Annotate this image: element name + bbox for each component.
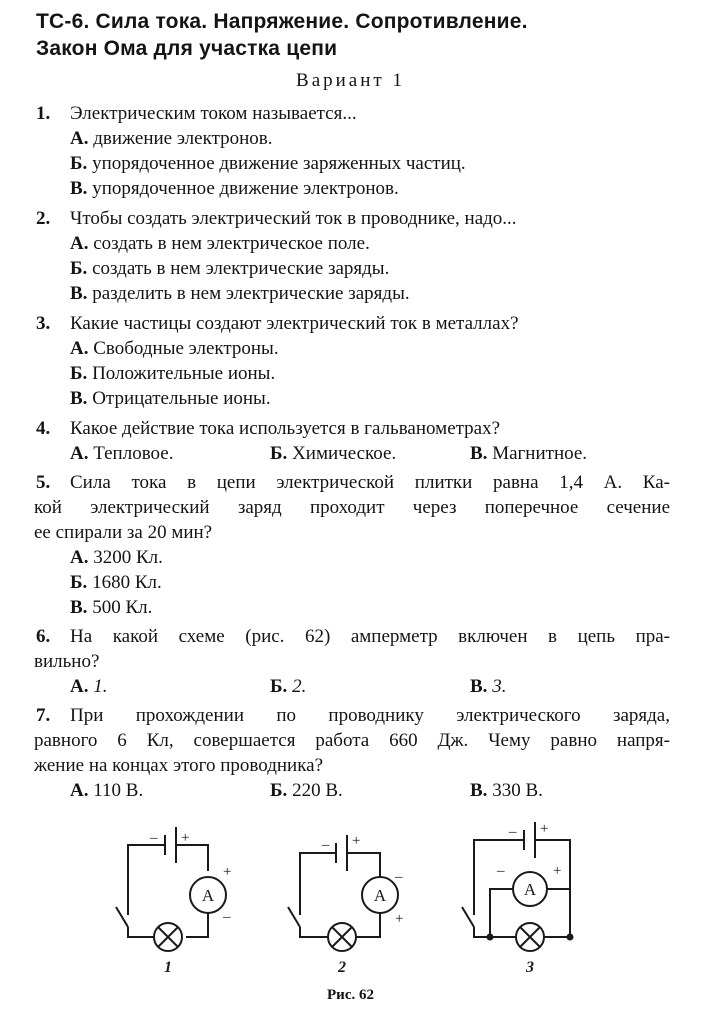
circuit-figure (0, 815, 701, 1015)
answer-option-b: Б. 2. (270, 676, 307, 697)
wire (347, 853, 380, 877)
wire (128, 927, 154, 937)
circuit-number: 3 (526, 959, 534, 976)
answer-option-a: А. Свободные электроны. (70, 338, 279, 359)
answer-option-c: В. Магнитное. (470, 443, 588, 464)
circuit-diagram-2 (288, 833, 403, 976)
wire (300, 927, 328, 937)
ammeter-minus-sign: – (497, 863, 505, 879)
question-number: 7. (36, 705, 51, 726)
circuit-number: 1 (164, 959, 172, 976)
answer-option-b: Б. Положительные ионы. (70, 363, 276, 384)
worksheet-title (36, 8, 528, 62)
answer-option-b: Б. создать в нем электрические заряды. (70, 258, 390, 279)
answer-option-a: А. Тепловое. (70, 443, 174, 464)
ammeter-minus-sign: – (395, 869, 403, 885)
answer-option-b: Б. 1680 Кл. (70, 572, 162, 593)
question-number: 6. (36, 626, 51, 647)
circuit-number: 2 (338, 959, 346, 976)
ammeter-label: A (373, 886, 387, 905)
variant-heading: Вариант 1 (296, 70, 405, 91)
answer-option-b: Б. 220 В. (270, 780, 343, 801)
lamp-icon (520, 927, 540, 947)
question-number: 5. (36, 472, 51, 493)
question-number: 3. (36, 313, 51, 334)
ammeter-label: A (523, 880, 537, 899)
question-text: Какое действие тока используется в гальванометрах? (70, 418, 501, 439)
figure-caption: Рис. 62 (327, 987, 374, 1003)
wire (490, 889, 513, 937)
wire (128, 845, 165, 915)
answer-option-a: А. 110 В. (70, 780, 144, 801)
answer-option-c: В. разделить в нем электрические заряды. (70, 283, 410, 304)
answer-option-c: В. 3. (470, 676, 507, 697)
wire (176, 845, 208, 871)
circuit-diagram-3 (462, 821, 573, 976)
wire (300, 853, 336, 915)
answer-option-a: А. создать в нем электрическое поле. (70, 233, 370, 254)
lamp-icon (332, 927, 352, 947)
battery-minus-sign: – (322, 837, 330, 853)
answer-option-b: Б. упорядоченное движение заряженных частиц. (70, 153, 466, 174)
answer-option-c: В. Отрицательные ионы. (70, 388, 271, 409)
junction-dot (488, 935, 493, 940)
question-text: При прохождении по проводнику электрического заряда, равного 6 Кл, совершается работа 660 Дж. Чему равно напря- жение на концах этого проводника? (34, 705, 670, 776)
question-text: Сила тока в цепи электрической плитки равна 1,4 А. Ка- кой электрический заряд проходит через поперечное сечение ее спирали за 20 мин? (34, 472, 670, 543)
ammeter-plus-sign: + (553, 863, 562, 879)
battery-minus-sign: – (509, 824, 517, 840)
battery-plus-sign: + (540, 821, 549, 837)
wire (356, 913, 380, 937)
question-text: На какой схеме (рис. 62) амперметр включен в цепь пра- вильно? (34, 626, 670, 672)
ammeter-minus-sign: – (223, 909, 231, 925)
answer-option-b: Б. Химическое. (270, 443, 397, 464)
answer-option-c: В. 500 Кл. (70, 597, 153, 618)
ammeter-label: A (201, 886, 215, 905)
junction-dot (568, 935, 573, 940)
battery-minus-sign: – (150, 830, 158, 846)
answer-option-c: В. 330 В. (470, 780, 543, 801)
question-number: 2. (36, 208, 51, 229)
question-number: 4. (36, 418, 51, 439)
title-line-1: ТС-6. Сила тока. Напряжение. Сопротивление. (36, 10, 528, 33)
switch-icon (116, 907, 128, 927)
ammeter-plus-sign: + (395, 911, 404, 927)
battery-plus-sign: + (352, 833, 361, 849)
title-line-2: Закон Ома для участка цепи (36, 37, 338, 60)
answer-option-a: А. движение электронов. (70, 128, 273, 149)
question-text: Электрическим током называется... (70, 103, 357, 124)
question-text: Чтобы создать электрический ток в проводнике, надо... (70, 208, 517, 229)
answer-option-a: А. 1. (70, 676, 108, 697)
lamp-icon (158, 927, 178, 947)
switch-icon (288, 907, 300, 927)
answer-option-a: А. 3200 Кл. (70, 547, 163, 568)
wire (186, 913, 208, 937)
ammeter-plus-sign: + (223, 864, 232, 880)
circuit-diagram-1 (116, 827, 231, 976)
question-number: 1. (36, 103, 51, 124)
question-text: Какие частицы создают электрический ток в металлах? (70, 313, 519, 334)
switch-icon (462, 907, 474, 927)
answer-option-c: В. упорядоченное движение электронов. (70, 178, 399, 199)
battery-plus-sign: + (181, 830, 190, 846)
